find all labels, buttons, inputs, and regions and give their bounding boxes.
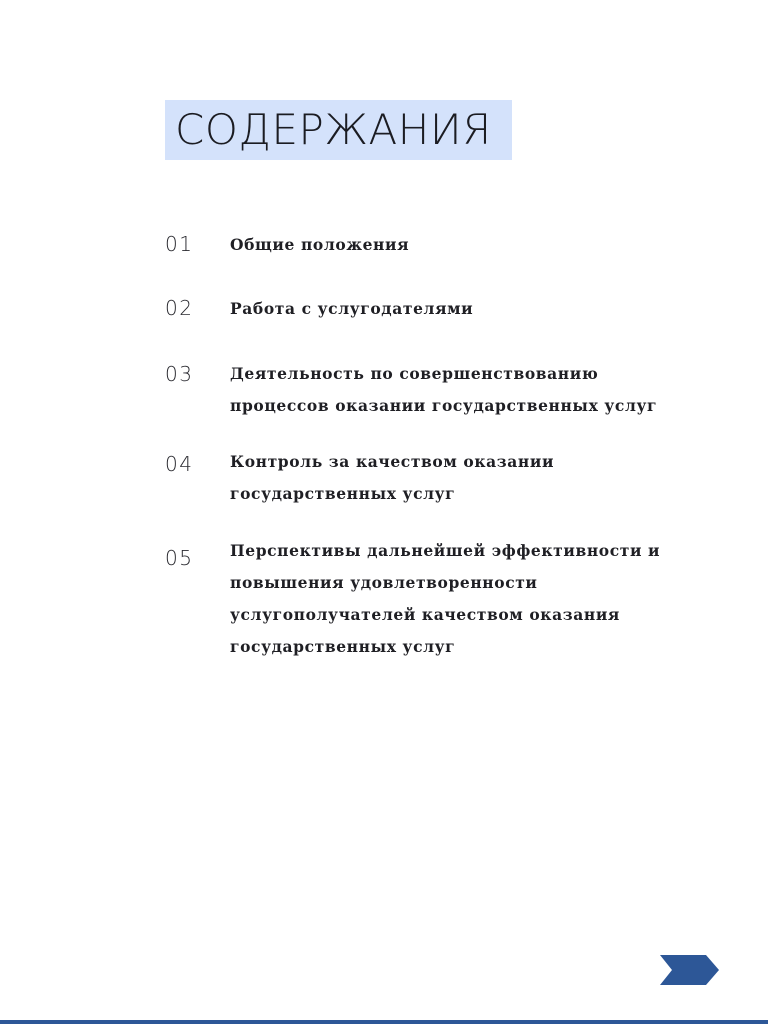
next-page-button[interactable] — [660, 954, 720, 986]
toc-title — [230, 358, 750, 422]
toc-number: 01 — [165, 232, 194, 256]
toc-number: 02 — [165, 296, 194, 320]
toc-title-line: повышения удовлетворенности — [230, 573, 538, 592]
toc-title-line: Перспективы дальнейшей эффективности и — [230, 541, 661, 560]
toc-number: 03 — [165, 362, 194, 386]
toc-title-line: государственных услуг — [230, 637, 456, 656]
toc-title — [230, 293, 750, 325]
toc-title — [230, 535, 750, 663]
chevron-right-icon — [660, 954, 720, 986]
toc-title-line: Общие положения — [230, 235, 410, 254]
page-title: СОДЕРЖАНИЯ — [175, 105, 492, 154]
toc-title-line: государственных услуг — [230, 484, 456, 503]
toc-number: 04 — [165, 452, 194, 476]
toc-title-line: Контроль за качеством оказании — [230, 452, 555, 471]
toc-title-line: процессов оказании государственных услуг — [230, 396, 658, 415]
toc-title — [230, 446, 750, 510]
toc-title-line: Деятельность по совершенствованию — [230, 364, 599, 383]
bottom-divider — [0, 1020, 768, 1024]
toc-title-line: услугополучателей качеством оказания — [230, 605, 620, 624]
toc-number: 05 — [165, 546, 194, 570]
toc-title-line: Работа с услугодателями — [230, 299, 474, 318]
toc-title — [230, 229, 750, 261]
